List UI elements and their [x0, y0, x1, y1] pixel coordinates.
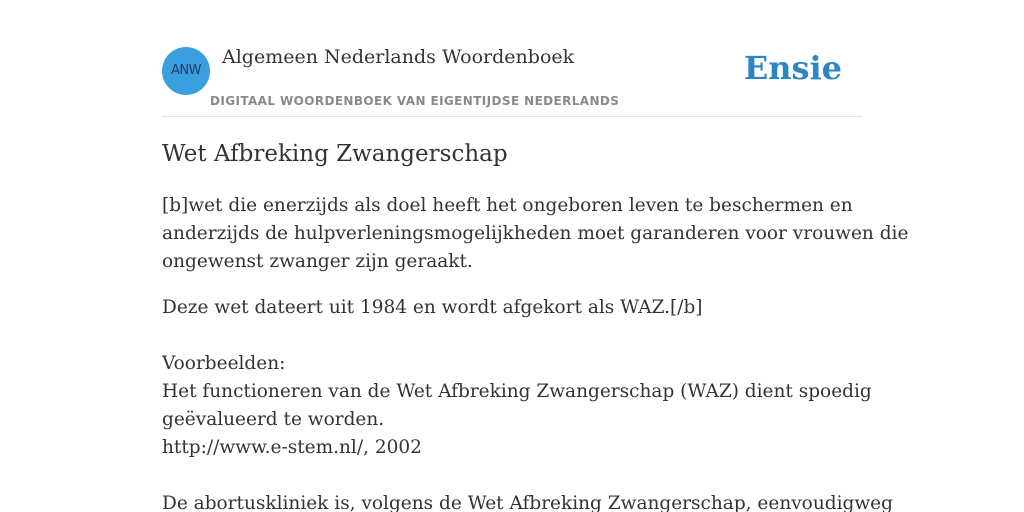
- entry-definition: [162, 192, 909, 276]
- entry-examples: [162, 294, 893, 512]
- example-source: http://www.e-stem.nl/, 2002: [162, 437, 422, 458]
- site-header: [162, 40, 862, 117]
- entry-content: [162, 138, 909, 512]
- definition-line: [b]wet die enerzijds als doel heeft het ongeboren leven te beschermen en: [162, 195, 853, 216]
- example-line: Het functioneren van de Wet Afbreking Zwangerschap (WAZ) dient spoedig: [162, 381, 872, 402]
- site-subtitle: DIGITAAL WOORDENBOEK VAN EIGENTIJDSE NEDERLANDS: [210, 94, 620, 108]
- entry-title: Wet Afbreking Zwangerschap: [162, 141, 508, 167]
- spacer: [162, 462, 862, 490]
- examples-heading: Voorbeelden:: [162, 353, 286, 374]
- entry-note: Deze wet dateert uit 1984 en wordt afgekort als WAZ.[/b]: [162, 297, 703, 318]
- example-line: geëvalueerd te worden.: [162, 409, 385, 430]
- definition-line: anderzijds de hulpverleningsmogelijkheden moet garanderen voor vrouwen die: [162, 223, 909, 244]
- spacer: [162, 322, 862, 350]
- anw-logo[interactable]: ANW: [162, 47, 210, 95]
- example-line: De abortuskliniek is, volgens de Wet Afbreking Zwangerschap, eenvoudigweg: [162, 493, 893, 512]
- ensie-brand-link[interactable]: Ensie: [743, 49, 842, 87]
- site-title[interactable]: Algemeen Nederlands Woordenboek: [222, 46, 575, 68]
- definition-line: ongewenst zwanger zijn geraakt.: [162, 251, 473, 272]
